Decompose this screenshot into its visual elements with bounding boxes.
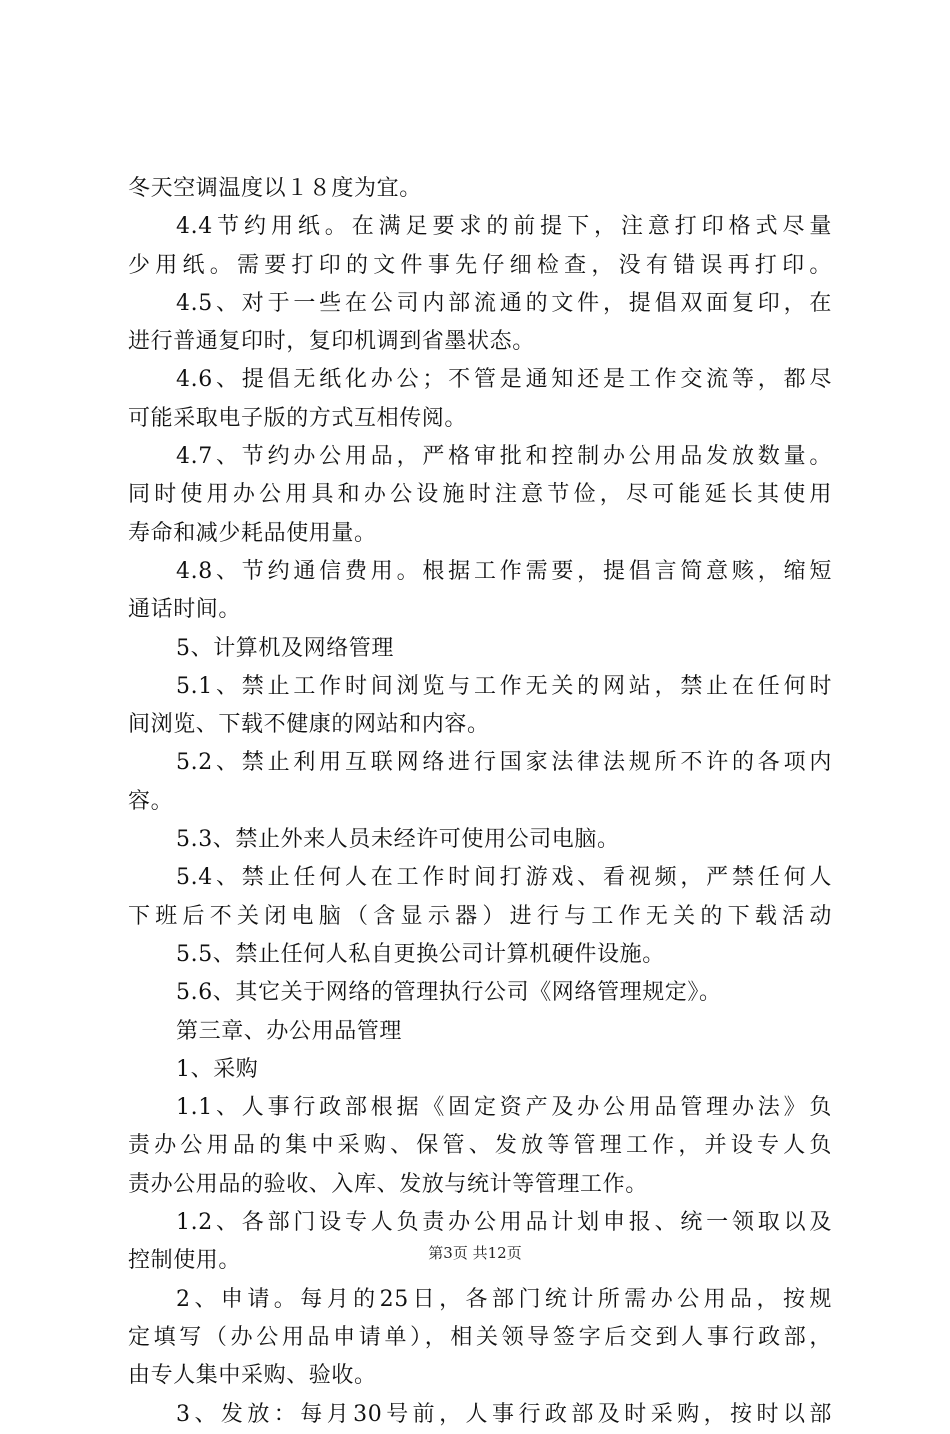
text-line: 控制使用。: [128, 1248, 242, 1274]
text-line: 少用纸。需要打印的文件事先仔细检查，没有错误再打印。: [128, 252, 832, 278]
text-line: 1.1、人事行政部根据《固定资产及办公用品管理办法》负: [176, 1095, 832, 1121]
text-line: 第三章、办公用品管理: [176, 1018, 403, 1044]
text-line: 通话时间。: [128, 597, 242, 623]
text-line: 5.6、其它关于网络的管理执行公司《网络管理规定》。: [176, 980, 722, 1006]
text-line: 2、申请。每月的25日，各部门统计所需办公用品，按规: [176, 1286, 832, 1312]
text-line: 5.2、禁止利用互联网络进行国家法律法规所不许的各项内: [176, 750, 832, 776]
text-line: 寿命和减少耗品使用量。: [128, 520, 377, 546]
text-line: 4.7、节约办公用品，严格审批和控制办公用品发放数量。: [176, 444, 832, 470]
text-line: 4.4节约用纸。在满足要求的前提下，注意打印格式尽量: [176, 214, 832, 240]
text-line: 5.1、禁止工作时间浏览与工作无关的网站，禁止在任何时: [176, 673, 832, 699]
text-line: 定填写（办公用品申请单），相关领导签字后交到人事行政部，: [128, 1324, 832, 1350]
text-line: 同时使用办公用具和办公设施时注意节俭，尽可能延长其使用: [128, 482, 832, 508]
text-line: 1.2、各部门设专人负责办公用品计划申报、统一领取以及: [176, 1210, 832, 1236]
text-line: 冬天空调温度以１８度为宜。: [128, 176, 422, 201]
text-line: 容。: [128, 788, 174, 814]
text-line: 责办公用品的集中采购、保管、发放等管理工作，并设专人负: [128, 1133, 832, 1159]
text-line: 4.5、对于一些在公司内部流通的文件，提倡双面复印，在: [176, 290, 832, 316]
text-line: 5.3、禁止外来人员未经许可使用公司电脑。: [176, 827, 620, 853]
text-line: 5.5、禁止任何人私自更换公司计算机硬件设施。: [176, 941, 665, 967]
text-line: 由专人集中采购、验收。: [128, 1363, 377, 1389]
text-line: 可能采取电子版的方式互相传阅。: [128, 405, 468, 431]
text-line: 5、计算机及网络管理: [176, 635, 394, 661]
text-line: 责办公用品的验收、入库、发放与统计等管理工作。: [128, 1171, 648, 1197]
text-line: 进行普通复印时，复印机调到省墨状态。: [128, 329, 535, 355]
text-line: 3、发放：每月30号前，人事行政部及时采购，按时以部: [176, 1401, 832, 1427]
text-line: 4.6、提倡无纸化办公；不管是通知还是工作交流等，都尽: [176, 367, 832, 393]
text-line: 5.4、禁止任何人在工作时间打游戏、看视频，严禁任何人: [176, 865, 832, 891]
text-line: 下班后不关闭电脑（含显示器）进行与工作无关的下载活动: [128, 903, 832, 929]
text-line: 1、采购: [176, 1056, 259, 1082]
text-line: 间浏览、下载不健康的网站和内容。: [128, 712, 490, 738]
page-footer: 第3页 共12页: [428, 1244, 522, 1262]
text-line: 4.8、节约通信费用。根据工作需要，提倡言简意赅，缩短: [176, 558, 832, 584]
